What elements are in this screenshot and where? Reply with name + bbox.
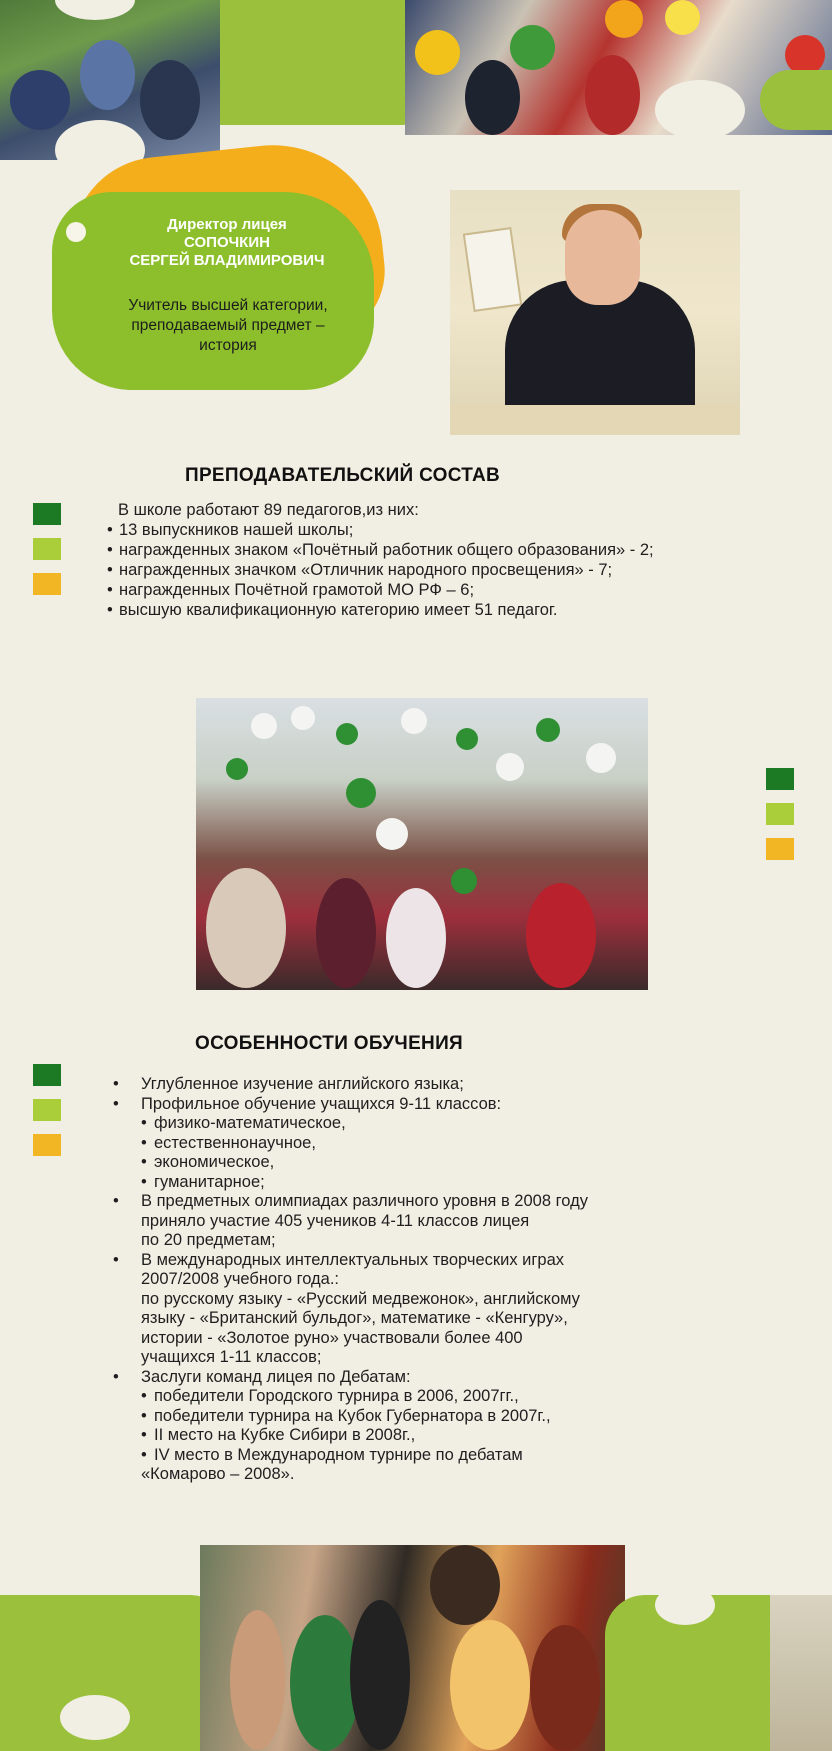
director-title [92, 216, 362, 270]
sub-list-item: • победители турнира на Кубок Губернатора в 2007г., [141, 1407, 748, 1427]
feature-debates: • Заслуги команд лицея по Дебатам: [141, 1367, 411, 1386]
square-dark-green [33, 503, 61, 525]
bottom-banner [0, 1545, 832, 1751]
features-heading: ОСОБЕННОСТИ ОБУЧЕНИЯ [195, 1033, 463, 1054]
puzzle-shape [760, 70, 832, 130]
director-description-line: преподаваемый предмет – [131, 317, 325, 334]
profiles-list [141, 1114, 748, 1192]
staff-list [105, 500, 805, 620]
square-dark-green [766, 768, 794, 790]
color-squares [766, 768, 794, 873]
sub-list-item: • экономическое, [141, 1153, 748, 1173]
sub-list-item: • победители Городского турнира в 2006, 2007гг., [141, 1387, 748, 1407]
feature-english: Углубленное изучение английского языка; [141, 1075, 464, 1093]
debate-text: «Комарово – 2008». [141, 1465, 295, 1483]
debates-list [141, 1387, 748, 1485]
square-light-green [33, 1099, 61, 1121]
staff-intro: В школе работают 89 педагогов,из них: [118, 501, 419, 519]
sub-list-item: • естественнонаучное, [141, 1134, 748, 1154]
puzzle-cutout [655, 1585, 715, 1625]
sub-list-item [141, 1446, 748, 1485]
games-text: по русскому языку - «Русский медвежонок», английскому [141, 1289, 580, 1308]
olympiad-text: по 20 предметам; [141, 1231, 276, 1249]
square-light-green [766, 803, 794, 825]
staff-heading: ПРЕПОДАВАТЕЛЬСКИЙ СОСТАВ [185, 465, 501, 486]
list-item: • высшую квалификационную категорию имеет 51 педагог. [105, 600, 805, 620]
director-card [52, 150, 397, 390]
list-item: • 13 выпускников нашей школы; [105, 520, 805, 540]
list-item: • награжденных Почётной грамотой МО РФ – 6; [105, 580, 805, 600]
olympiad-text: • В предметных олимпиадах различного уровня в 2008 году [141, 1192, 588, 1210]
director-head [565, 210, 640, 305]
director-photo [450, 190, 740, 435]
puzzle-cutout [655, 80, 745, 140]
feature-profiles: • Профильное обучение учащихся 9-11 классов: [141, 1094, 502, 1113]
list-item: • награжденных значком «Отличник народного просвещения» - 7; [105, 560, 805, 580]
olympiad-text: приняло участие 405 учеников 4-11 классов лицея [141, 1211, 530, 1230]
square-orange [766, 838, 794, 860]
desk [450, 405, 740, 435]
director-description-line: история [199, 337, 257, 354]
puzzle-cutout [60, 1695, 130, 1740]
list-item: • награжденных знаком «Почётный работник общего образования» - 2; [105, 540, 659, 560]
director-role: Директор лицея [167, 216, 287, 233]
list-item [108, 1368, 748, 1485]
balloons-photo [196, 698, 648, 990]
director-name: СЕРГЕЙ ВЛАДИМИРОВИЧ [129, 252, 325, 269]
list-item [108, 1192, 748, 1251]
debate-text: • IV место в Международном турнире по дебатам [154, 1445, 523, 1464]
director-description-line: Учитель высшей категории, [128, 297, 328, 314]
games-text: истории - «Золотое руно» участвовали более 400 [141, 1328, 523, 1347]
card-dot [66, 222, 86, 242]
corner-photo [770, 1595, 832, 1751]
director-description [88, 296, 368, 356]
games-text: 2007/2008 учебного года.: [141, 1270, 340, 1288]
sub-list-item: • II место на Кубке Сибири в 2008г., [141, 1426, 748, 1446]
games-text: учащихся 1-11 классов; [141, 1348, 322, 1366]
sub-list-item: • гуманитарное; [141, 1173, 748, 1193]
list-item [108, 1095, 748, 1193]
list-item [108, 1251, 748, 1368]
square-light-green [33, 538, 61, 560]
students-group-photo [200, 1545, 625, 1751]
color-squares [33, 1064, 61, 1169]
games-text: языку - «Британский бульдог», математике - «Кенгуру», [141, 1309, 568, 1327]
square-dark-green [33, 1064, 61, 1086]
director-surname: СОПОЧКИН [184, 234, 270, 251]
square-orange [33, 573, 61, 595]
color-squares [33, 503, 61, 608]
sub-list-item: • физико-математическое, [141, 1114, 748, 1134]
list-item [108, 1075, 748, 1095]
features-list [108, 1075, 748, 1485]
square-orange [33, 1134, 61, 1156]
games-text: • В международных интеллектуальных творческих играх [141, 1250, 564, 1269]
wall-board [463, 227, 523, 312]
top-banner [0, 0, 832, 170]
